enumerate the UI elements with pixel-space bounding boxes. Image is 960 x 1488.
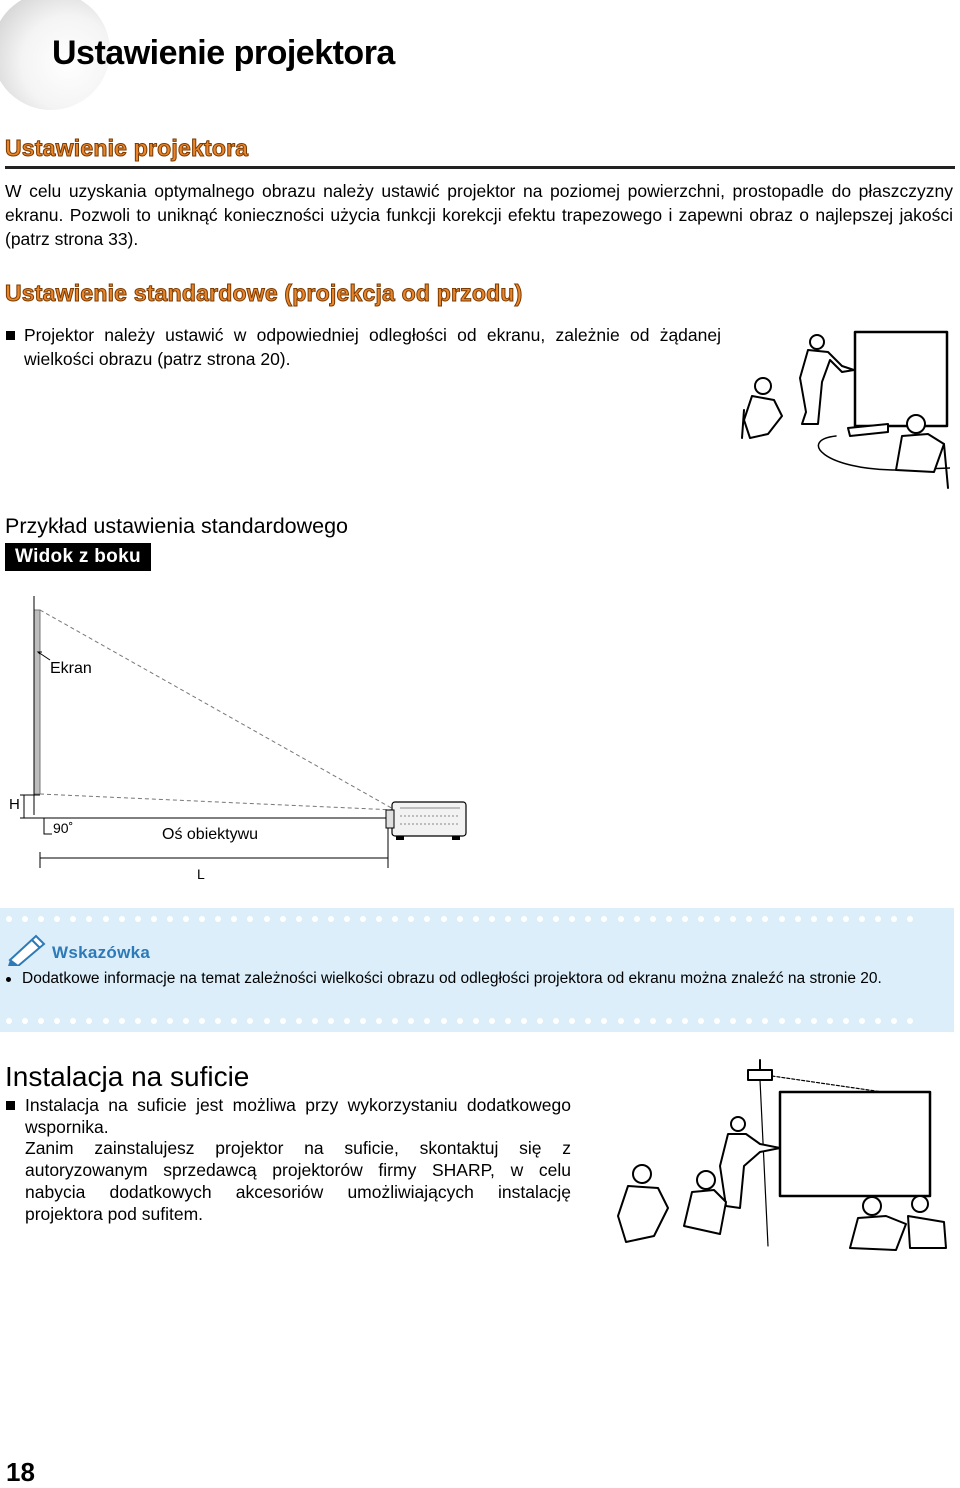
tip-title: Wskazówka (52, 943, 151, 962)
page-title: Ustawienie projektora (52, 34, 395, 72)
page-header (0, 0, 960, 110)
h-label: H (9, 796, 20, 813)
side-view-tag: Widok z boku (5, 543, 151, 571)
section-divider (5, 166, 955, 169)
section-heading-setup: Ustawienie projektora (5, 135, 249, 161)
bullet-marker (6, 331, 15, 340)
angle-label: 90˚ (53, 820, 74, 836)
example-caption: Przykład ustawienia standardowego (5, 514, 349, 538)
tip-dots-top (6, 916, 950, 926)
tip-bullet-dot (6, 977, 11, 982)
page-number: 18 (6, 1457, 35, 1487)
tip-box (0, 908, 954, 1032)
ceiling-bullet-text-2: Zanim zainstalujesz projektor na suficie, skontaktuj się z autoryzowanym sprzedawcą projektorów firmy SHARP, w celu nabycia dodatkowych akcesoriów umożliwiających instalację projektora pod sufitem. (25, 1138, 571, 1224)
l-label: L (197, 866, 205, 882)
tip-dots-bottom (6, 1018, 950, 1028)
section-heading-ceiling: Instalacja na suficie (5, 1061, 250, 1092)
bullet-marker (6, 1101, 15, 1110)
side-view-diagram (0, 590, 480, 890)
section-heading-standard-setup: Ustawienie standardowe (projekcja od przodu) (5, 280, 523, 306)
lens-axis-label: Oś obiektywu (162, 826, 259, 843)
tip-text: Dodatkowe informacje na temat zależności wielkości obrazu od odległości projektora od ekranu można znaleźć na stronie 20. (22, 970, 882, 987)
projection-ray-top (40, 610, 395, 810)
intro-paragraph: W celu uzyskania optymalnego obrazu należy ustawić projektor na poziomej powierzchni, prostopadle do płaszczyzny ekranu. Pozwoli to uniknąć konieczności użycia funkcji korekcji efektu trapezowego i zapewni obraz o najlepszej jakości (patrz strona 33). (5, 181, 953, 249)
screen-label: Ekran (50, 660, 92, 677)
standard-setup-bullet-text: Projektor należy ustawić w odpowiedniej odległości od ekranu, zależnie od żądanej wielkości obrazu (patrz strona 20). (24, 325, 721, 369)
ceiling-mount-illustration (610, 1056, 950, 1254)
right-angle-mark (44, 818, 52, 834)
front-projection-illustration (738, 320, 950, 490)
pencil-icon (8, 932, 48, 966)
screen-shape (34, 596, 40, 815)
projection-ray-bottom (40, 794, 395, 810)
projector-shape (386, 802, 466, 840)
ceiling-bullet-text-1: Instalacja na suficie jest możliwa przy wykorzystaniu dodatkowego wspornika. (25, 1095, 571, 1137)
